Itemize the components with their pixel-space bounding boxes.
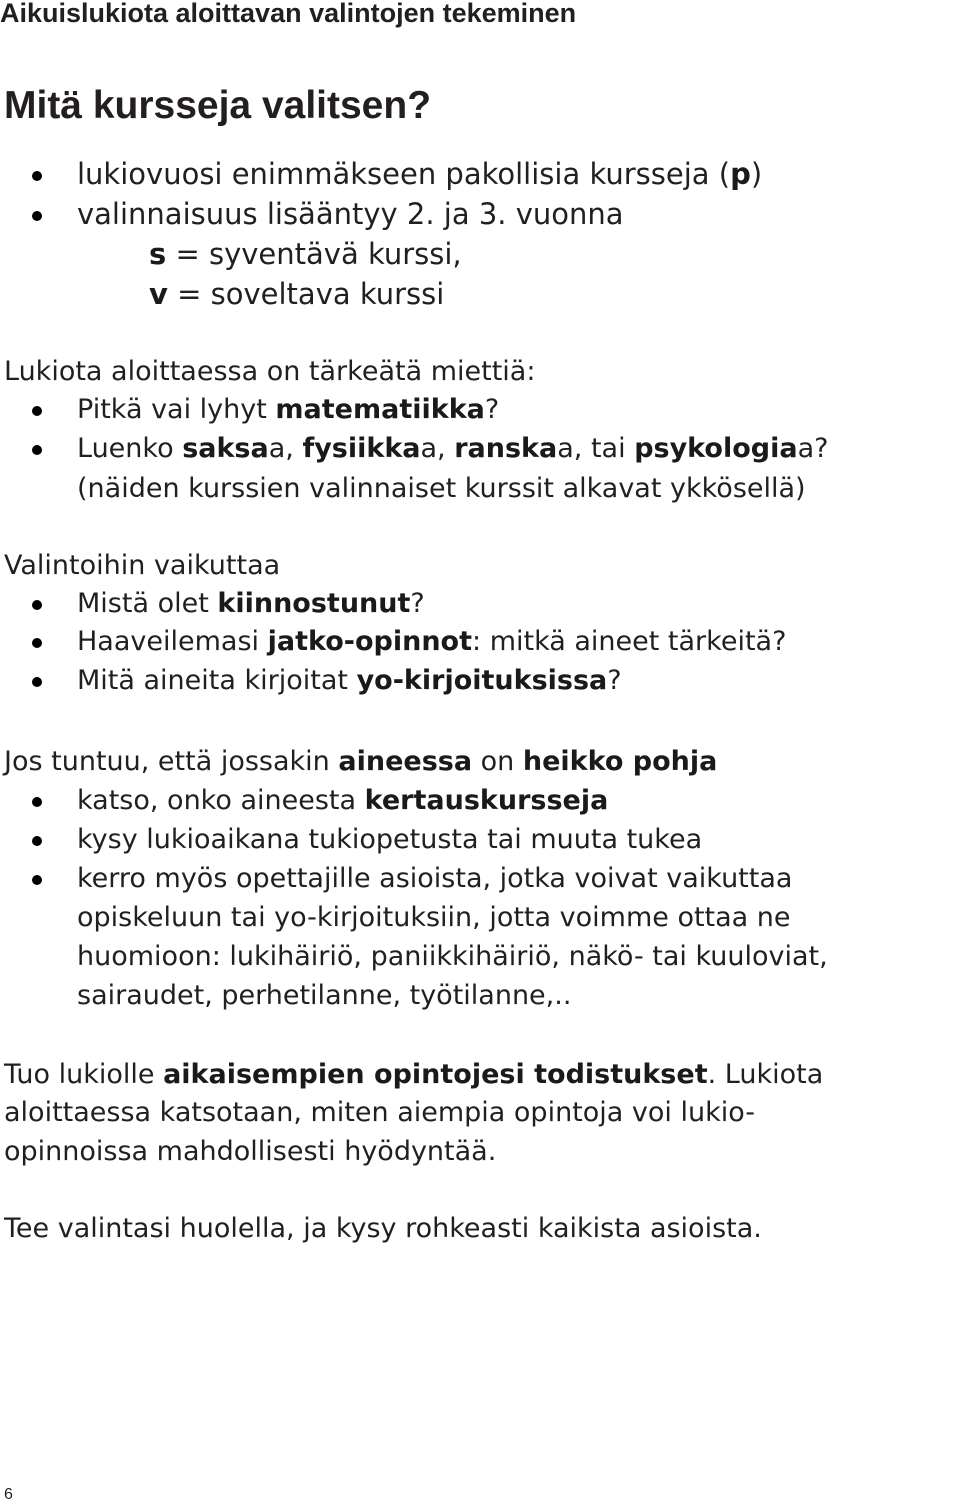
bullet-icon [32,836,42,846]
bullet-icon [32,797,42,807]
bullet-icon [32,211,42,221]
list-item-line: opiskeluun tai yo-kirjoituksiin, jotta voimme ottaa ne [77,902,791,933]
page-title: Mitä kursseja valitsen? [4,84,432,127]
list-item: kysy lukioaikana tukiopetusta tai muuta tukea [77,824,703,855]
list-item: Luenko saksaa, fysiikkaa, ranskaa, tai psykologiaa? [77,433,829,464]
bullet-icon [32,406,42,416]
bullet-icon [32,677,42,687]
definition-line: v = soveltava kurssi [149,277,445,311]
list-item: katso, onko aineesta kertauskursseja [77,785,609,816]
bullet-icon [32,600,42,610]
list-item: Mistä olet kiinnostunut? [77,588,425,619]
paragraph-text: Valintoihin vaikuttaa [4,550,281,581]
closing-text: Tee valintasi huolella, ja kysy rohkeasti kaikista asioista. [4,1213,762,1244]
paragraph-line: Tuo lukiolle aikaisempien opintojesi todistukset. Lukiota [4,1059,824,1090]
bullet-icon [32,171,42,181]
note-text: (näiden kurssien valinnaiset kurssit alkavat ykkösellä) [77,473,806,504]
list-item: Pitkä vai lyhyt matematiikka? [77,394,500,425]
list-item-line: kerro myös opettajille asioista, jotka voivat vaikuttaa [77,863,793,894]
bullet-icon [32,445,42,455]
bullet-icon [32,638,42,648]
list-item: Mitä aineita kirjoitat yo-kirjoituksissa? [77,665,622,696]
list-item: lukiovuosi enimmäkseen pakollisia kursseja (p) [77,157,763,191]
list-item: Haaveilemasi jatko-opinnot: mitkä aineet tärkeitä? [77,626,787,657]
paragraph-line: aloittaessa katsotaan, miten aiempia opintoja voi lukio- [4,1097,756,1128]
list-item: valinnaisuus lisääntyy 2. ja 3. vuonna [77,197,624,231]
list-item-line: huomioon: lukihäiriö, paniikkihäiriö, näkö- tai kuuloviat, [77,941,828,972]
paragraph-text: Jos tuntuu, että jossakin aineessa on heikko pohja [4,746,718,777]
page-number: 6 [4,1486,13,1503]
bullet-icon [32,875,42,885]
document-heading: Aikuislukiota aloittavan valintojen tekeminen [0,0,577,28]
paragraph-line: opinnoissa mahdollisesti hyödyntää. [4,1136,497,1167]
definition-line: s = syventävä kurssi, [149,237,462,271]
paragraph-text: Lukiota aloittaessa on tärkeätä miettiä: [4,356,536,387]
list-item-line: sairaudet, perhetilanne, työtilanne,.. [77,980,572,1011]
